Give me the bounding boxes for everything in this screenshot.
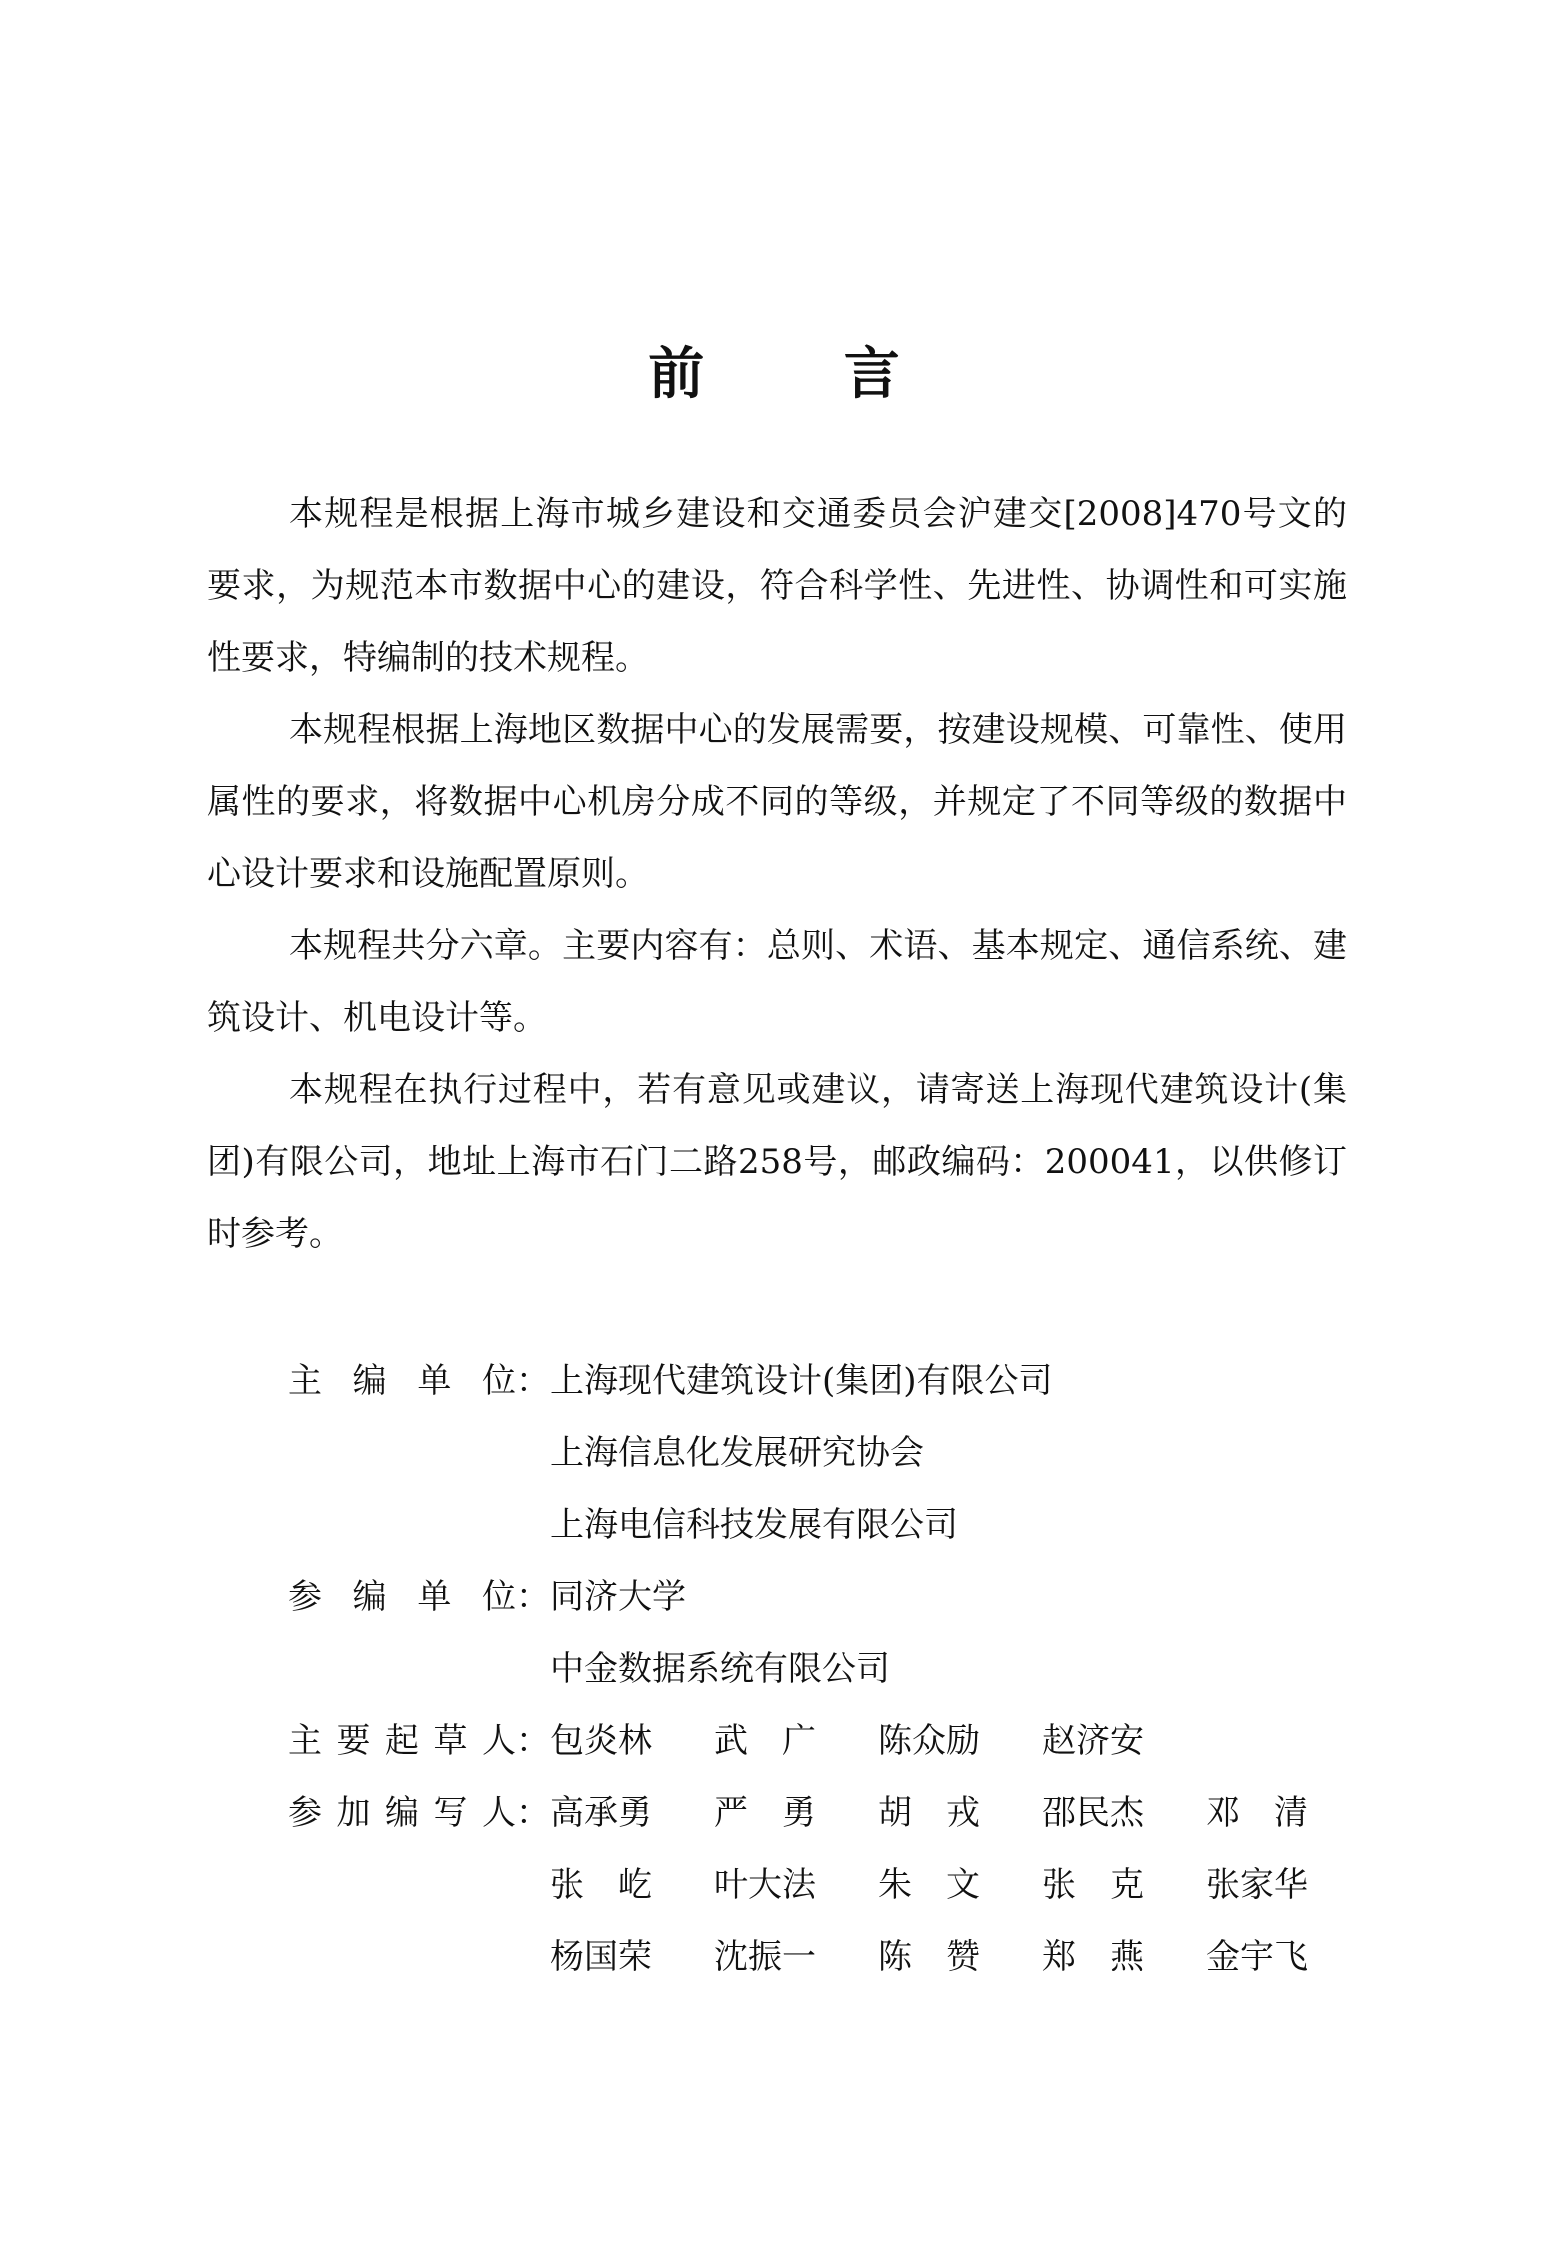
person-name: 邓 清 — [1206, 1793, 1308, 1833]
person-name: 陈 赞 — [878, 1937, 980, 1977]
label-char: 参 — [288, 1793, 322, 1833]
unit-name: 上海现代建筑设计(集团)有限公司 — [550, 1361, 1053, 1401]
unit-name: 同济大学 — [550, 1577, 686, 1617]
label-char: 写 — [433, 1793, 468, 1833]
main-drafters-label — [288, 1705, 550, 1777]
paragraph-3: 本规程共分六章。主要内容有：总则、术语、基本规定、通信系统、建筑设计、机电设计等。 — [207, 926, 1347, 1038]
page-title: 前 言 — [648, 342, 960, 407]
participating-units-label — [288, 1561, 550, 1705]
person-name: 严 勇 — [714, 1793, 816, 1833]
person-name: 张 屹 — [550, 1865, 652, 1905]
label-char: 主 — [288, 1721, 322, 1761]
label-char: 起 — [385, 1721, 419, 1761]
participating-units-list — [550, 1561, 890, 1705]
person-name: 金宇飞 — [1206, 1937, 1308, 1977]
person-name: 郑 燕 — [1042, 1937, 1144, 1977]
unit-name: 中金数据系统有限公司 — [550, 1649, 890, 1689]
chief-units-label — [288, 1345, 550, 1561]
contributors-label — [288, 1777, 550, 1849]
unit-name: 上海电信科技发展有限公司 — [550, 1505, 958, 1545]
label-char: 位： — [481, 1577, 550, 1617]
label-char: 编 — [352, 1361, 387, 1401]
person-name: 叶大法 — [714, 1865, 816, 1905]
preface-body — [207, 478, 1347, 1270]
label-char: 人： — [482, 1793, 550, 1833]
label-char: 位： — [481, 1361, 550, 1401]
label-char: 主 — [288, 1361, 322, 1401]
credits-section — [288, 1345, 1370, 1993]
main-drafters-list — [550, 1705, 1370, 1777]
label-char: 单 — [417, 1577, 452, 1617]
person-name: 赵济安 — [1042, 1721, 1144, 1761]
label-char: 加 — [336, 1793, 371, 1833]
chief-units-list — [550, 1345, 1053, 1561]
label-char: 人： — [482, 1721, 550, 1761]
person-name: 高承勇 — [550, 1793, 652, 1833]
label-char: 编 — [352, 1577, 387, 1617]
person-name: 胡 戎 — [878, 1793, 980, 1833]
unit-name: 上海信息化发展研究协会 — [550, 1433, 924, 1473]
person-name: 邵民杰 — [1042, 1793, 1144, 1833]
participating-units-row — [288, 1561, 1370, 1705]
label-char: 要 — [336, 1721, 371, 1761]
person-name: 武 广 — [714, 1721, 816, 1761]
person-name: 沈振一 — [714, 1937, 816, 1977]
chief-units-row — [288, 1345, 1370, 1561]
contributors-list — [550, 1777, 1370, 1993]
person-name: 杨国荣 — [550, 1937, 652, 1977]
main-drafters-row — [288, 1705, 1370, 1777]
label-char: 草 — [433, 1721, 468, 1761]
person-name: 张 克 — [1042, 1865, 1144, 1905]
person-name: 包炎林 — [550, 1721, 652, 1761]
label-char: 编 — [385, 1793, 419, 1833]
paragraph-2: 本规程根据上海地区数据中心的发展需要，按建设规模、可靠性、使用属性的要求，将数据中心机房分成不同的等级，并规定了不同等级的数据中心设计要求和设施配置原则。 — [207, 710, 1347, 894]
person-name: 张家华 — [1206, 1865, 1308, 1905]
label-char: 单 — [417, 1361, 452, 1401]
person-name: 朱 文 — [878, 1865, 980, 1905]
contributors-row — [288, 1777, 1370, 1993]
person-name: 陈众励 — [878, 1721, 980, 1761]
paragraph-4: 本规程在执行过程中，若有意见或建议，请寄送上海现代建筑设计(集团)有限公司，地址上海市石门二路258号，邮政编码：200041，以供修订时参考。 — [207, 1070, 1347, 1254]
label-char: 参 — [288, 1577, 322, 1617]
paragraph-1: 本规程是根据上海市城乡建设和交通委员会沪建交[2008]470号文的要求，为规范本市数据中心的建设，符合科学性、先进性、协调性和可实施性要求，特编制的技术规程。 — [207, 494, 1347, 678]
